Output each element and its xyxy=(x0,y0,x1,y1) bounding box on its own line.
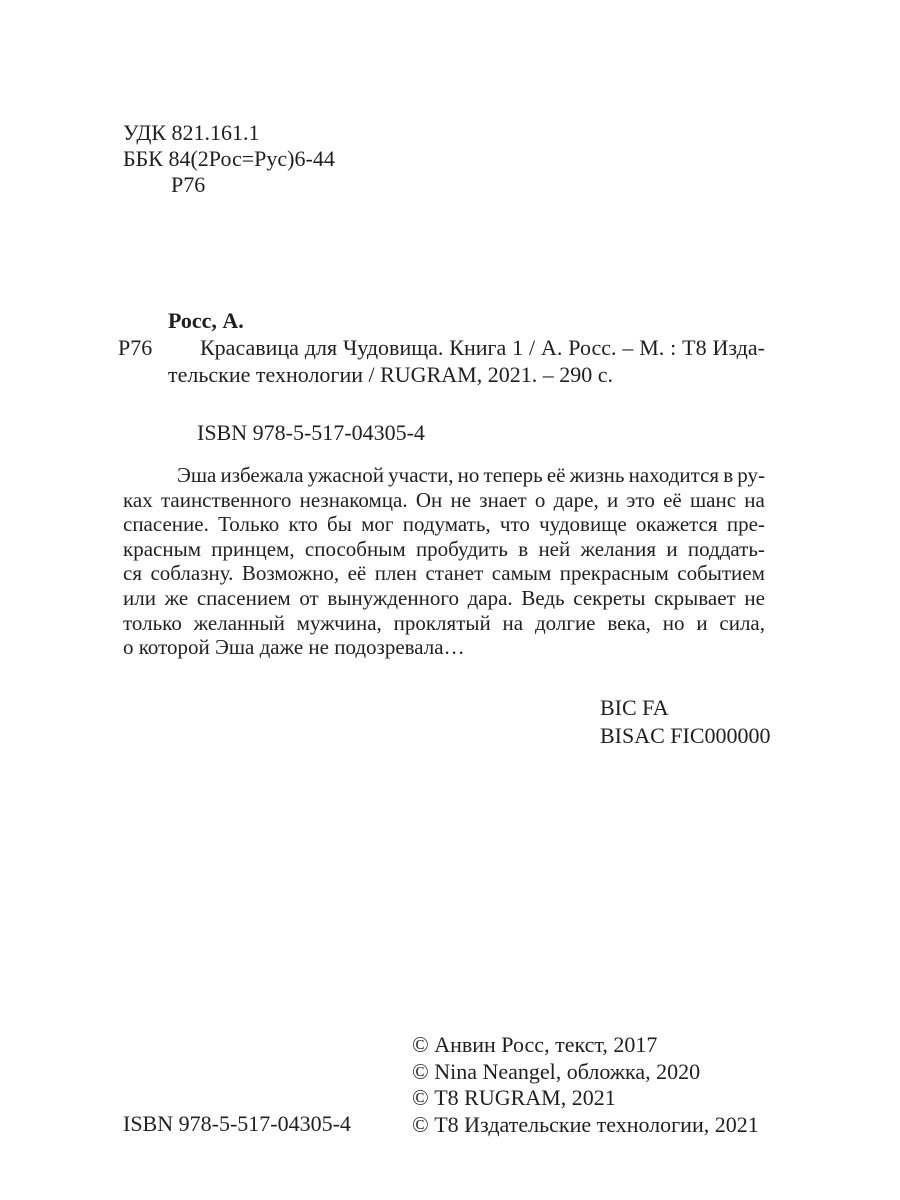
bib-entry-row xyxy=(118,334,765,361)
udk-line: УДК 821.161.1 xyxy=(123,120,260,145)
annotation-line: Эша избежала ужасной участи, но теперь её жизнь находится в ру- xyxy=(177,463,765,487)
annotation-line: спасение. Только кто бы мог подумать, что чудовище окажется пре- xyxy=(123,512,765,537)
copyright-block xyxy=(412,1032,759,1138)
annotation-line: ках таинственного незнакомца. Он не знает о даре, и это её шанс на xyxy=(123,487,765,512)
bisac-code-line: BISAC FIC000000 xyxy=(600,723,771,748)
copyright-line: © Анвин Росс, текст, 2017 xyxy=(412,1032,658,1057)
annotation-line: только желанный мужчина, проклятый на долгие века, но и сила, xyxy=(123,610,765,635)
bib-entry-line-1: Красавица для Чудовища. Книга 1 / А. Росс. – М. : Т8 Изда- xyxy=(200,335,765,360)
author-sign-line: Р76 xyxy=(171,172,206,197)
bic-code-line: BIC FA xyxy=(600,695,669,720)
annotation-paragraph xyxy=(123,463,765,660)
classification-block xyxy=(123,120,335,198)
copyright-line: © Nina Neangel, обложка, 2020 xyxy=(412,1058,701,1084)
isbn-bottom-line: ISBN 978-5-517-04305-4 xyxy=(123,1111,351,1136)
copyright-line: © Т8 Издательские технологии, 2021 xyxy=(412,1111,759,1137)
annotation-line: ся соблазну. Возможно, её плен станет самым прекрасным событием xyxy=(123,561,765,586)
bib-entry-line-2: тельские технологии / RUGRAM, 2021. – 290 с. xyxy=(168,362,613,387)
bib-author-sign: Р76 xyxy=(118,335,153,360)
annotation-line: о которой Эша даже не подозревала… xyxy=(123,635,465,660)
bibliographic-entry xyxy=(118,307,765,388)
trade-codes-block xyxy=(600,694,771,750)
isbn-line: ISBN 978-5-517-04305-4 xyxy=(197,420,425,445)
annotation-line: красным принцем, способным пробудить в ней желания и поддать- xyxy=(123,536,765,561)
bib-author: Росс, А. xyxy=(168,308,244,333)
bbk-line: ББК 84(2Рос=Рус)6-44 xyxy=(123,146,335,171)
copyright-line: © Т8 RUGRAM, 2021 xyxy=(412,1085,616,1110)
annotation-line: или же спасением от вынужденного дара. Ведь секреты скрывает не xyxy=(123,585,765,610)
